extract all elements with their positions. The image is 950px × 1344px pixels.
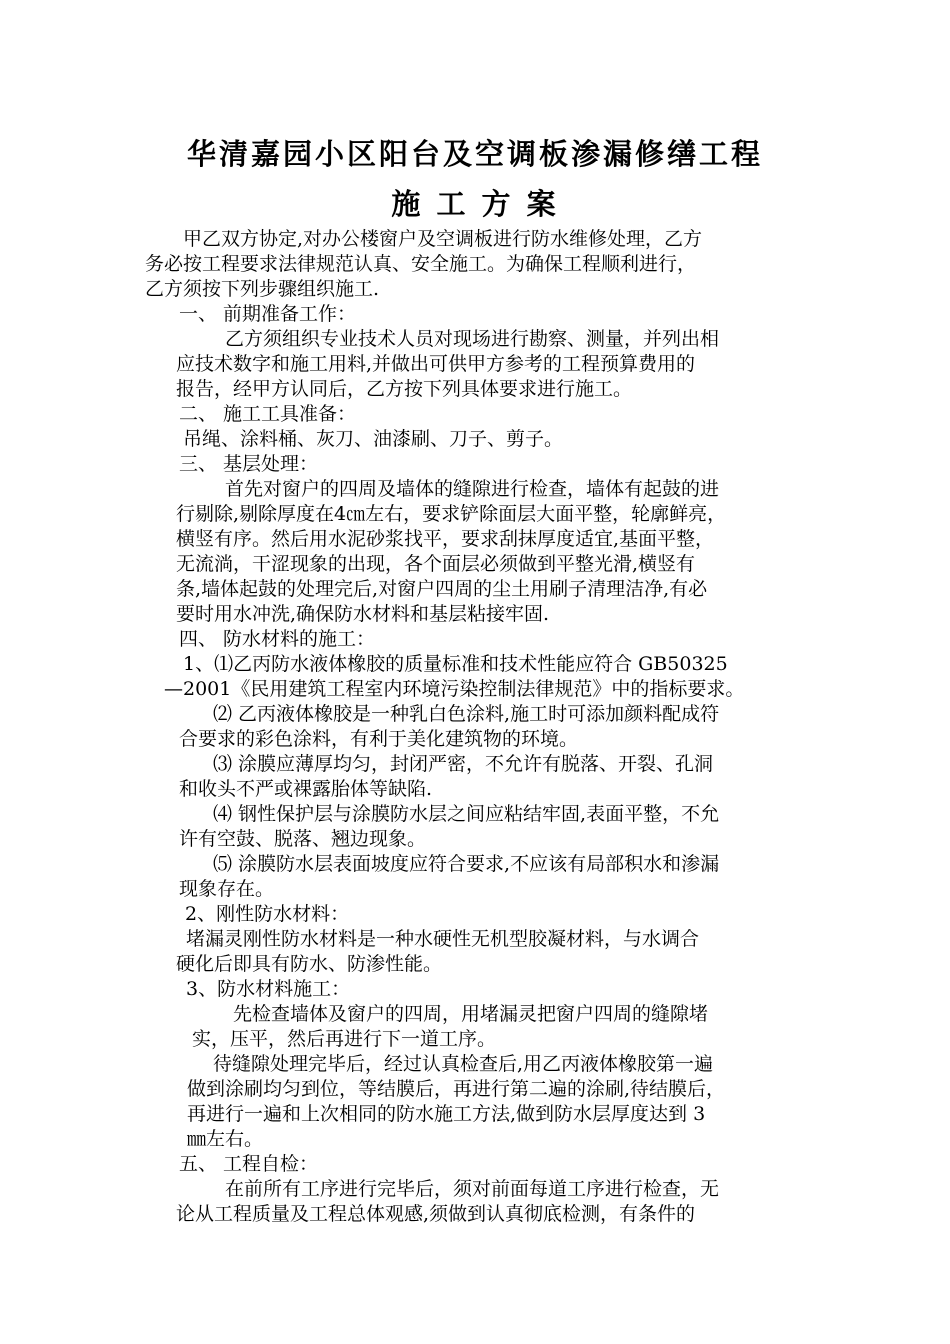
text-line: 条,墙体起鼓的处理完后,对窗户四周的尘土用刷子清理洁净,有必 — [176, 578, 708, 600]
text-line: 乙方须按下列步骤组织施工. — [145, 278, 380, 300]
text-line: 行剔除,剔除厚度在4㎝左右，要求铲除面层大面平整，轮廓鲜亮， — [176, 503, 727, 525]
text-line: 务必按工程要求法律规范认真、安全施工。为确保工程顺利进行， — [145, 253, 697, 275]
section-heading: 四、 防水材料的施工： — [179, 628, 376, 650]
text-line: 甲乙双方协定,对办公楼窗户及空调板进行防水维修处理，乙方 — [183, 228, 703, 250]
document-subtitle: 施 工 方 案 — [391, 187, 559, 221]
section-heading: 二、 施工工具准备： — [179, 403, 357, 425]
text-line: 报告，经甲方认同后，乙方按下列具体要求进行施工。 — [176, 378, 633, 400]
text-line: 首先对窗户的四周及墙体的缝隙进行检查，墙体有起鼓的进 — [225, 478, 720, 500]
section-heading: 一、 前期准备工作： — [179, 303, 357, 325]
section-heading: 2、刚性防水材料： — [185, 903, 350, 925]
text-line: 合要求的彩色涂料，有利于美化建筑物的环境。 — [179, 728, 579, 750]
text-line: ⑷ 钢性保护层与涂膜防水层之间应粘结牢固,表面平整，不允 — [213, 803, 720, 825]
text-line: ⑵ 乙丙液体橡胶是一种乳白色涂料,施工时可添加颜料配成符 — [213, 703, 720, 725]
text-line: 做到涂刷均匀到位，等结膜后，再进行第二遍的涂刷,待结膜后， — [187, 1078, 726, 1100]
text-line: 横竖有序。然后用水泥砂浆找平，要求刮抹厚度适宜,基面平整， — [176, 528, 715, 550]
document-title: 华清嘉园小区阳台及空调板渗漏修缮工程 — [186, 137, 763, 171]
text-line: 论从工程质量及工程总体观感,须做到认真彻底检测，有条件的 — [176, 1203, 696, 1225]
text-line: ㎜左右。 — [187, 1128, 264, 1150]
text-line: ⑶ 涂膜应薄厚均匀，封闭严密，不允许有脱落、开裂、孔洞 — [213, 753, 714, 775]
text-line: 许有空鼓、脱落、翘边现象。 — [179, 828, 427, 850]
text-line: ⑸ 涂膜防水层表面坡度应符合要求,不应该有局部积水和渗漏 — [213, 853, 720, 875]
text-line: 先检查墙体及窗户的四周，用堵漏灵把窗户四周的缝隙堵 — [233, 1003, 709, 1025]
text-line: 乙方须组织专业技术人员对现场进行勘察、测量，并列出相 — [225, 328, 720, 350]
text-line: 无流淌，干涩现象的出现，各个面层必须做到平整光滑,横竖有 — [176, 553, 696, 575]
text-line: 和收头不严或裸露胎体等缺陷. — [179, 778, 433, 800]
text-line: 1、⑴乙丙防水液体橡胶的质量标准和技术性能应符合 GB50325 — [183, 653, 728, 675]
text-line: —2001《民用建筑工程室内环境污染控制法律规范》中的指标要求。 — [164, 678, 745, 700]
section-heading: 3、防水材料施工： — [186, 978, 351, 1000]
section-heading: 三、 基层处理： — [179, 453, 319, 475]
text-line: 再进行一遍和上次相同的防水施工方法,做到防水层厚度达到 3 — [187, 1103, 706, 1125]
text-line: 现象存在。 — [179, 878, 275, 900]
text-line: 吊绳、涂料桶、灰刀、油漆刷、刀子、剪子。 — [183, 428, 564, 450]
text-line: 硬化后即具有防水、防渗性能。 — [176, 953, 443, 975]
text-line: 待缝隙处理完毕后，经过认真检查后,用乙丙液体橡胶第一遍 — [213, 1053, 714, 1075]
text-line: 应技术数字和施工用料,并做出可供甲方参考的工程预算费用的 — [176, 353, 696, 375]
text-line: 堵漏灵刚性防水材料是一种水硬性无机型胶凝材料，与水调合 — [186, 928, 700, 950]
text-line: 要时用水冲洗,确保防水材料和基层粘接牢固. — [176, 603, 550, 625]
text-line: 在前所有工序进行完毕后，须对前面每道工序进行检查，无 — [225, 1178, 720, 1200]
text-line: 实，压平，然后再进行下一道工序。 — [192, 1028, 497, 1050]
section-heading: 五、 工程自检： — [179, 1153, 319, 1175]
